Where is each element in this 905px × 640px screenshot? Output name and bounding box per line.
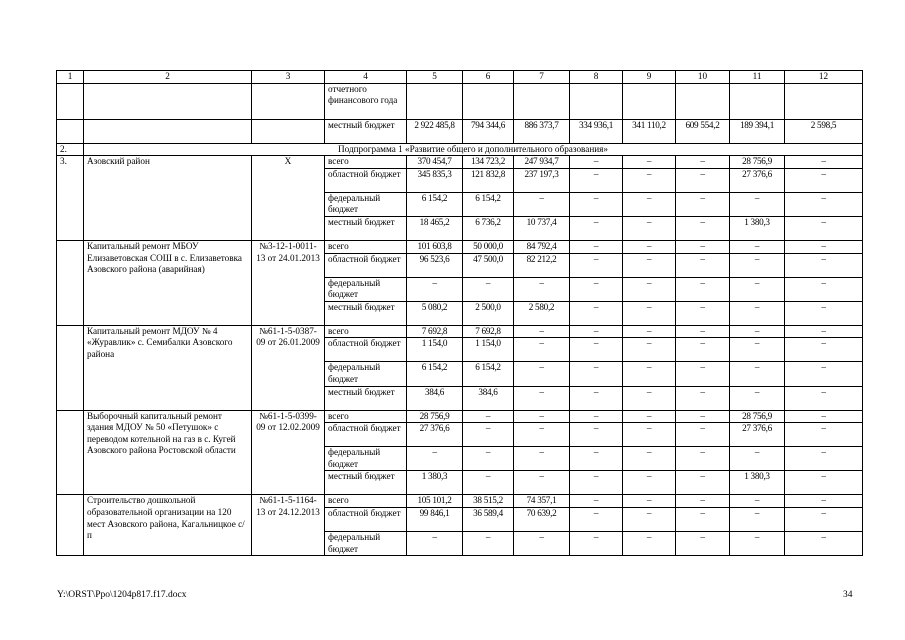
cell-value: – (785, 192, 863, 216)
empty-cell (623, 83, 676, 119)
cell-value: – (785, 168, 863, 192)
cell-value: 28 756,9 (730, 410, 785, 423)
header-col-6: 6 (463, 71, 514, 84)
cell-value: 82 212,2 (514, 253, 570, 277)
empty-cell (84, 119, 252, 143)
object-code: №3-12-1-0011-13 от 24.01.2013 (252, 240, 325, 325)
cell-value: – (407, 447, 463, 471)
table-row (57, 410, 863, 423)
cell-value: – (623, 410, 676, 423)
cell-value: – (730, 362, 785, 386)
cell-value: 886 373,7 (514, 119, 570, 143)
row-label: областной бюджет (325, 338, 407, 362)
cell-value: – (570, 531, 623, 555)
cell-value: – (785, 386, 863, 410)
object-code: №61-1-5-0387-09 от 26.01.2009 (252, 325, 325, 410)
cell-value: – (570, 216, 623, 240)
cell-value: 2 598,5 (785, 119, 863, 143)
row-label: местный бюджет (325, 471, 407, 495)
cell-value: – (676, 301, 730, 325)
cell-value: 74 357,1 (514, 495, 570, 508)
empty-cell (57, 410, 84, 495)
cell-value: – (730, 447, 785, 471)
cell-value: – (463, 423, 514, 447)
cell-value: – (730, 325, 785, 338)
cell-value: 2 922 485,8 (407, 119, 463, 143)
cell-value: – (785, 240, 863, 253)
cell-value: – (623, 240, 676, 253)
cell-value: – (570, 253, 623, 277)
cell-value: – (623, 362, 676, 386)
cell-value: 384,6 (463, 386, 514, 410)
table-row (57, 325, 863, 338)
cell-value: – (785, 156, 863, 169)
row-label: всего (325, 156, 407, 169)
cell-value: – (623, 216, 676, 240)
cell-value: – (514, 531, 570, 555)
row-label: федеральный бюджет (325, 192, 407, 216)
cell-value: 7 692,8 (463, 325, 514, 338)
row-label: местный бюджет (325, 386, 407, 410)
cell-value: – (514, 423, 570, 447)
header-col-7: 7 (514, 71, 570, 84)
rayon-code: Х (252, 156, 325, 241)
empty-cell (463, 83, 514, 119)
header-col-2: 2 (84, 71, 252, 84)
cell-value: – (676, 168, 730, 192)
table-row (57, 495, 863, 508)
row-label: отчетного финансового года (325, 83, 407, 119)
cell-value: – (463, 471, 514, 495)
cell-value: – (676, 495, 730, 508)
cell-value: – (514, 338, 570, 362)
cell-value: – (785, 495, 863, 508)
cell-value: 794 344,6 (463, 119, 514, 143)
cell-value: 345 835,3 (407, 168, 463, 192)
header-col-10: 10 (676, 71, 730, 84)
row-label: федеральный бюджет (325, 362, 407, 386)
cell-value: – (407, 277, 463, 301)
empty-cell (57, 325, 84, 410)
cell-value: – (514, 447, 570, 471)
cell-value: 1 380,3 (730, 216, 785, 240)
cell-value: 1 380,3 (407, 471, 463, 495)
cell-value: – (623, 277, 676, 301)
cell-value: 5 080,2 (407, 301, 463, 325)
object-code: №61-1-5-1164-13 от 24.12.2013 (252, 495, 325, 556)
header-col-12: 12 (785, 71, 863, 84)
row-label: федеральный бюджет (325, 447, 407, 471)
cell-value: – (676, 362, 730, 386)
cell-value: – (570, 410, 623, 423)
cell-value: – (623, 253, 676, 277)
empty-cell (57, 240, 84, 325)
cell-value: – (730, 277, 785, 301)
cell-value: – (730, 531, 785, 555)
row-number: 2. (57, 143, 84, 156)
cell-value: 38 515,2 (463, 495, 514, 508)
rayon-name: Азовский район (84, 156, 252, 241)
table-row (57, 240, 863, 253)
cell-value: – (570, 301, 623, 325)
empty-cell (57, 495, 84, 556)
header-col-8: 8 (570, 71, 623, 84)
cell-value: 189 394,1 (730, 119, 785, 143)
empty-cell (57, 119, 84, 143)
cell-value: – (623, 423, 676, 447)
cell-value: – (514, 471, 570, 495)
cell-value: 10 737,4 (514, 216, 570, 240)
cell-value: 99 846,1 (407, 507, 463, 531)
cell-value: – (570, 156, 623, 169)
cell-value: – (570, 362, 623, 386)
cell-value: – (514, 325, 570, 338)
cell-value: – (463, 410, 514, 423)
cell-value: – (570, 507, 623, 531)
subprogram-row (57, 143, 863, 156)
empty-cell (570, 83, 623, 119)
cell-value: 1 154,0 (463, 338, 514, 362)
cell-value: 36 589,4 (463, 507, 514, 531)
row-number: 3. (57, 156, 84, 241)
cell-value: 370 454,7 (407, 156, 463, 169)
cell-value: – (785, 423, 863, 447)
cell-value: 27 376,6 (730, 168, 785, 192)
cell-value: 70 639,2 (514, 507, 570, 531)
object-name: Выборочный капитальный ремонт здания МДОУ № 50 «Петушок» с переводом котельной на газ в с. Кугей Азовского района Ростовской области (84, 410, 252, 495)
cell-value: 6 154,2 (407, 362, 463, 386)
row-label: всего (325, 495, 407, 508)
cell-value: – (407, 531, 463, 555)
cell-value: – (730, 253, 785, 277)
cell-value: 28 756,9 (407, 410, 463, 423)
row-label: областной бюджет (325, 168, 407, 192)
cell-value: – (570, 192, 623, 216)
header-col-11: 11 (730, 71, 785, 84)
cell-value: – (623, 447, 676, 471)
cell-value: 134 723,2 (463, 156, 514, 169)
cell-value: – (676, 192, 730, 216)
row-label: местный бюджет (325, 216, 407, 240)
row-label: федеральный бюджет (325, 531, 407, 555)
empty-cell (57, 83, 84, 119)
cell-value: 18 465,2 (407, 216, 463, 240)
cell-value: – (514, 362, 570, 386)
cell-value: – (730, 240, 785, 253)
cell-value: – (785, 507, 863, 531)
cell-value: – (785, 531, 863, 555)
cell-value: – (730, 386, 785, 410)
object-name: Капитальный ремонт МДОУ № 4 «Журавлик» с. Семибалки Азовского района (84, 325, 252, 410)
empty-cell (676, 83, 730, 119)
cell-value: 6 154,2 (463, 362, 514, 386)
cell-value: – (570, 471, 623, 495)
cell-value: 105 101,2 (407, 495, 463, 508)
cell-value: 237 197,3 (514, 168, 570, 192)
cell-value: – (785, 253, 863, 277)
cell-value: – (676, 338, 730, 362)
cell-value: – (785, 301, 863, 325)
cell-value: – (514, 386, 570, 410)
cell-value: 96 523,6 (407, 253, 463, 277)
cell-value: 101 603,8 (407, 240, 463, 253)
cell-value: – (623, 338, 676, 362)
cell-value: 84 792,4 (514, 240, 570, 253)
row-label: областной бюджет (325, 423, 407, 447)
row-label: федеральный бюджет (325, 277, 407, 301)
cell-value: – (514, 192, 570, 216)
cell-value: 2 500,0 (463, 301, 514, 325)
cell-value: – (623, 325, 676, 338)
empty-cell (514, 83, 570, 119)
cell-value: – (570, 447, 623, 471)
budget-table (56, 70, 863, 556)
header-col-1: 1 (57, 71, 84, 84)
cell-value: – (676, 410, 730, 423)
cell-value: – (785, 471, 863, 495)
cell-value: – (463, 531, 514, 555)
empty-cell (785, 83, 863, 119)
cell-value: – (570, 168, 623, 192)
cell-value: – (623, 192, 676, 216)
cell-value: 1 380,3 (730, 471, 785, 495)
cell-value: – (623, 301, 676, 325)
cell-value: – (623, 531, 676, 555)
row-label: всего (325, 325, 407, 338)
cell-value: – (623, 386, 676, 410)
page-number: 34 (843, 590, 853, 600)
table-row (57, 156, 863, 169)
row-label: всего (325, 240, 407, 253)
row-label: местный бюджет (325, 119, 407, 143)
cell-value: – (730, 192, 785, 216)
cell-value: – (463, 277, 514, 301)
cell-value: – (730, 495, 785, 508)
cell-value: – (785, 277, 863, 301)
cell-value: – (623, 495, 676, 508)
cell-value: – (785, 362, 863, 386)
cell-value: – (785, 338, 863, 362)
empty-cell (252, 119, 325, 143)
cell-value: – (570, 338, 623, 362)
cell-value: 2 580,2 (514, 301, 570, 325)
header-col-4: 4 (325, 71, 407, 84)
cell-value: 6 154,2 (407, 192, 463, 216)
row-label: всего (325, 410, 407, 423)
cell-value: – (676, 216, 730, 240)
footer-file-path: Y:\ORST\Ppo\1204p817.f17.docx (57, 590, 187, 600)
cell-value: – (514, 410, 570, 423)
empty-cell (407, 83, 463, 119)
cell-value: 384,6 (407, 386, 463, 410)
cell-value: – (676, 277, 730, 301)
header-col-5: 5 (407, 71, 463, 84)
cell-value: – (623, 156, 676, 169)
cell-value: – (676, 253, 730, 277)
cell-value: – (676, 240, 730, 253)
cell-value: 6 154,2 (463, 192, 514, 216)
object-code: №61-1-5-0399-09 от 12.02.2009 (252, 410, 325, 495)
cell-value: – (785, 410, 863, 423)
cell-value: – (676, 447, 730, 471)
cell-value: – (514, 277, 570, 301)
cell-value: – (570, 423, 623, 447)
row-label: областной бюджет (325, 507, 407, 531)
cell-value: 47 500,0 (463, 253, 514, 277)
cell-value: 6 736,2 (463, 216, 514, 240)
cell-value: – (676, 423, 730, 447)
subprogram-title: Подпрограмма 1 «Развитие общего и дополнительного образования» (84, 143, 863, 156)
cell-value: – (730, 301, 785, 325)
cell-value: – (623, 471, 676, 495)
cell-value: – (570, 386, 623, 410)
empty-cell (84, 83, 252, 119)
empty-cell (730, 83, 785, 119)
cell-value: – (676, 325, 730, 338)
cell-value: – (785, 216, 863, 240)
object-name: Строительство дошкольной образовательной организации на 120 мест Азовского района, Кагальницкое с/п (84, 495, 252, 556)
cell-value: 341 110,2 (623, 119, 676, 143)
cell-value: 334 936,1 (570, 119, 623, 143)
row-label: областной бюджет (325, 253, 407, 277)
cell-value: – (676, 531, 730, 555)
header-row (57, 71, 863, 84)
row-label: местный бюджет (325, 301, 407, 325)
cell-value: 50 000,0 (463, 240, 514, 253)
cell-value: – (785, 325, 863, 338)
cell-value: 1 154,0 (407, 338, 463, 362)
table-row (57, 119, 863, 143)
cell-value: – (730, 338, 785, 362)
object-name: Капитальный ремонт МБОУ Елизаветовская СОШ в с. Елизаветовка Азовского района (аварийная) (84, 240, 252, 325)
cell-value: 121 832,8 (463, 168, 514, 192)
cell-value: – (676, 386, 730, 410)
cell-value: 27 376,6 (407, 423, 463, 447)
cell-value: 247 934,7 (514, 156, 570, 169)
empty-cell (252, 83, 325, 119)
cell-value: – (570, 325, 623, 338)
cell-value: – (785, 447, 863, 471)
cell-value: 7 692,8 (407, 325, 463, 338)
cell-value: – (570, 277, 623, 301)
cell-value: – (730, 507, 785, 531)
cell-value: – (676, 507, 730, 531)
cell-value: – (676, 471, 730, 495)
cell-value: – (463, 447, 514, 471)
cell-value: – (623, 507, 676, 531)
cell-value: 28 756,9 (730, 156, 785, 169)
cell-value: 609 554,2 (676, 119, 730, 143)
cell-value: – (570, 495, 623, 508)
cell-value: – (570, 240, 623, 253)
cell-value: – (623, 168, 676, 192)
header-col-3: 3 (252, 71, 325, 84)
cell-value: – (676, 156, 730, 169)
continuation-row (57, 83, 863, 119)
header-col-9: 9 (623, 71, 676, 84)
cell-value: 27 376,6 (730, 423, 785, 447)
